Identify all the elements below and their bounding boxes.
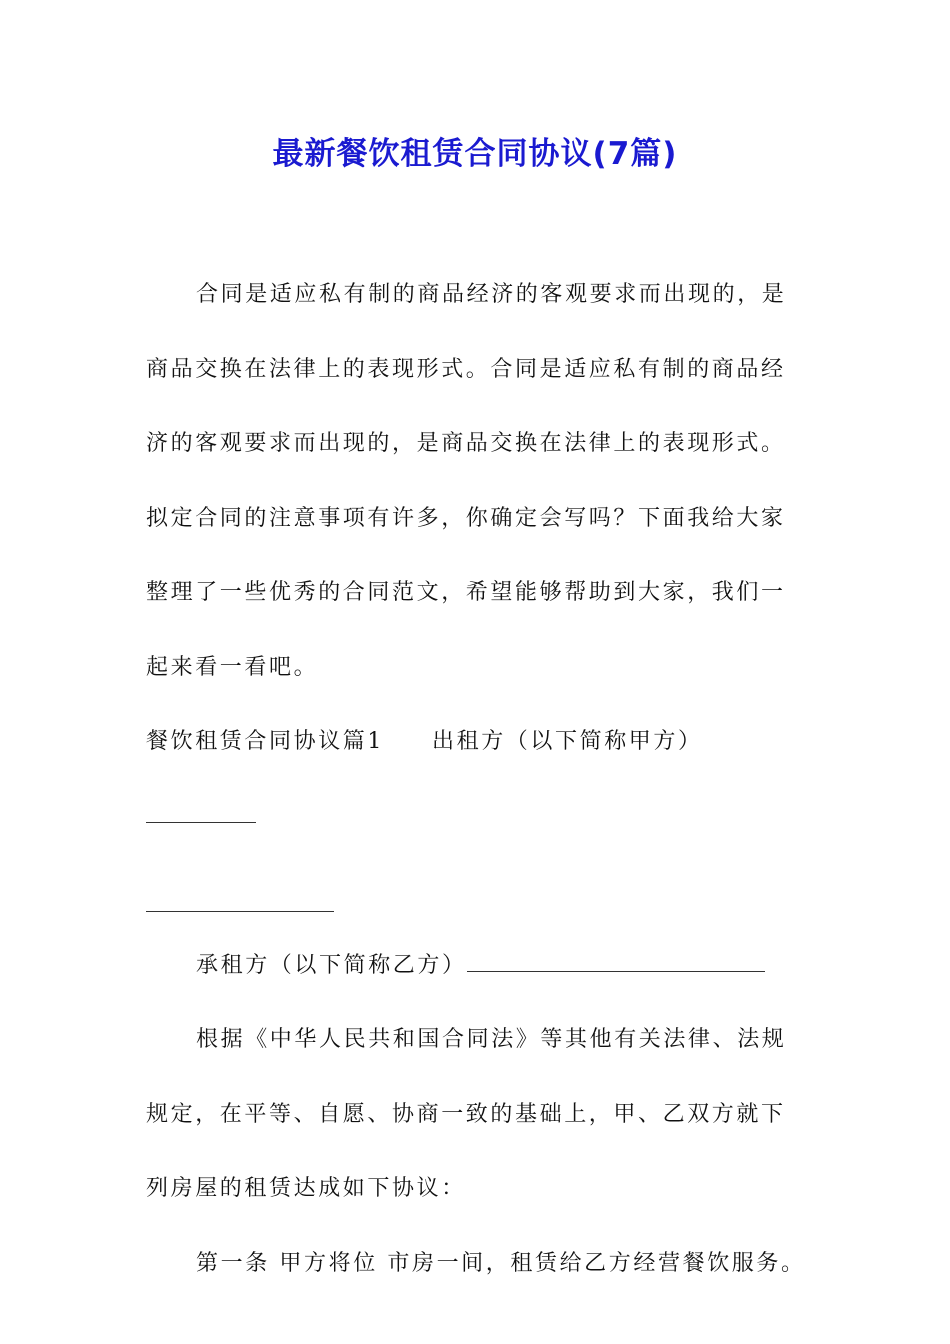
section-line — [146, 705, 806, 854]
section-heading: 餐饮租赁合同协议篇1 — [146, 729, 384, 754]
intro-paragraph: 合同是适应私有制的商品经济的客观要求而出现的，是商品交换在法律上的表现形式。合同是适应私有制的商品经济的客观要求而出现的，是商品交换在法律上的表现形式。拟定合同的注意事项有许多，你确定会写吗？下面我给大家整理了一些优秀的合同范文，希望能够帮助到大家，我们一起来看一看吧。 — [146, 282, 787, 680]
lessor-blank-continuation — [146, 854, 806, 929]
lessee-label: 承租方（以下简称乙方） — [196, 952, 467, 978]
basis-paragraph: 根据《中华人民共和国合同法》等其他有关法律、法规规定，在平等、自愿、协商一致的基础上，甲、乙双方就下列房屋的租赁达成如下协议： — [146, 1027, 787, 1201]
lessor-blank-line — [146, 821, 256, 823]
lessee-line — [146, 929, 806, 1004]
document-body — [146, 258, 806, 1301]
article-one: 第一条 甲方将位 市房一间，租赁给乙方经营餐饮服务。 — [196, 1250, 806, 1276]
lessor-label: 出租方（以下简称甲方） — [432, 729, 703, 754]
document-title: 最新餐饮租赁合同协议(7篇) — [272, 136, 678, 172]
lessor-blank-line-2 — [146, 910, 334, 912]
lessee-blank-line — [467, 970, 765, 972]
